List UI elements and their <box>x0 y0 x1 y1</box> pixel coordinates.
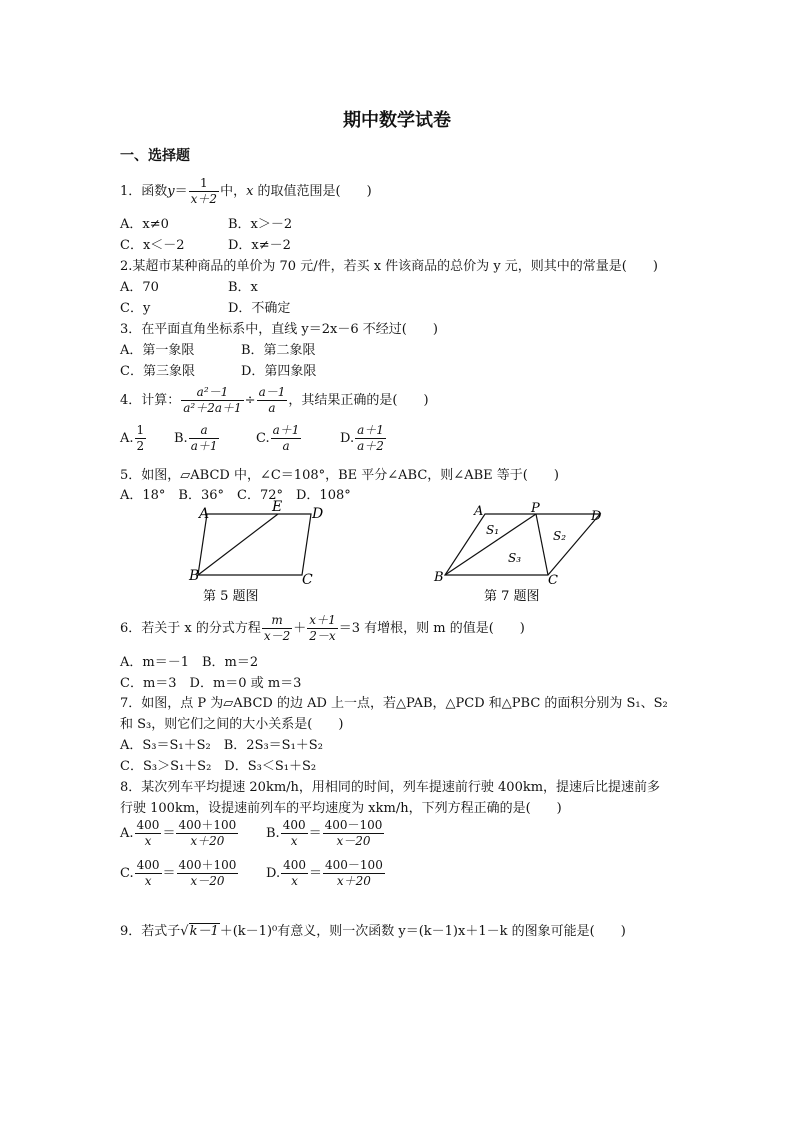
q2-option-d: D．不确定 <box>228 301 291 316</box>
q9-sqrt-body: k－1 <box>189 924 219 939</box>
q4-fraction-1 <box>181 385 243 416</box>
q4-option-d-label: D. <box>340 431 355 446</box>
q4-f2-denominator: a <box>268 401 276 415</box>
fig5-label-c: C <box>302 572 313 588</box>
q1-prefix: 1．函数 <box>120 184 168 199</box>
q8-option-c-right <box>177 858 239 889</box>
q4-option-a-label: A. <box>120 431 134 446</box>
q4-f1-denominator: a²＋2a＋1 <box>183 401 242 415</box>
q2-option-a: A．70 <box>120 280 159 295</box>
q8-option-d-right-num: 400－100 <box>325 858 383 872</box>
question-6 <box>120 613 525 644</box>
question-5: 5．如图，▱ABCD 中，∠C＝108°，BE 平分∠ABC，则∠ABE 等于( ) <box>120 468 559 483</box>
q1-eq: ＝ <box>174 184 188 199</box>
q3-option-b: B．第二象限 <box>241 343 316 358</box>
q5-options: A．18° B．36° C．72° D．108° <box>120 488 351 503</box>
question-7-line-1: 7．如图，点 P 为▱ABCD 的边 AD 上一点，若△PAB，△PCD 和△PBC 的面积分别为 S₁、S₂ <box>120 696 668 711</box>
fig7-label-s2: S₂ <box>553 529 567 543</box>
section-heading: 一、选择题 <box>120 148 190 164</box>
q8-option-a-eq: ＝ <box>162 826 176 841</box>
q1-option-d: D．x≠－2 <box>228 238 291 253</box>
question-8-line-2: 行驶 100km，设提速前列车的平均速度为 xkm/h，下列方程正确的是( ) <box>120 801 562 816</box>
q8-option-d-eq: ＝ <box>309 866 323 881</box>
q3-option-c: C．第三象限 <box>120 364 195 379</box>
q2-option-c: C．y <box>120 301 151 316</box>
page-title: 期中数学试卷 <box>343 110 451 131</box>
q4-option-b-den: a＋1 <box>190 439 218 453</box>
question-4 <box>120 385 429 416</box>
q8-option-b-right-num: 400－100 <box>324 818 383 832</box>
q8-option-c-right-num: 400＋100 <box>178 858 237 872</box>
q6-suffix: ＝3 有增根，则 m 的值是( ) <box>338 621 525 636</box>
q8-option-c-left-num: 400 <box>136 858 160 872</box>
q1-numerator: 1 <box>189 176 219 192</box>
q8-option-c-left-den: x <box>144 874 152 888</box>
q4-option-d <box>340 423 387 454</box>
q6-prefix: 6．若关于 x 的分式方程 <box>120 621 261 636</box>
q8-option-a-left <box>135 818 162 849</box>
q2-option-b: B．x <box>228 280 258 295</box>
q6-f2-numerator: x＋1 <box>309 613 336 627</box>
fig7-label-c: C <box>548 573 558 588</box>
q4-option-b-num: a <box>189 423 220 439</box>
q6-f1-numerator: m <box>262 613 292 629</box>
q8-option-d <box>266 858 386 889</box>
fig7-label-d: D <box>591 509 602 524</box>
q1-option-a: A．x≠0 <box>120 217 169 232</box>
q1-suffix-b: 的取值范围是( ) <box>253 184 372 199</box>
q9-prefix: 9．若式子 <box>120 924 181 939</box>
q8-option-b <box>266 818 385 849</box>
q4-option-b <box>174 423 220 454</box>
question-7-line-2: 和 S₃，则它们之间的大小关系是( ) <box>120 717 344 732</box>
q1-fraction <box>189 176 219 207</box>
fig7-label-b: B <box>434 570 444 585</box>
q8-option-b-eq: ＝ <box>308 826 322 841</box>
q4-option-c-num: a＋1 <box>272 423 300 437</box>
q9-middle: ＋(k－1)⁰有意义，则一次函数 y＝(k－1)x＋1－k 的图象可能是( ) <box>219 924 626 939</box>
fig5-caption: 第 5 题图 <box>203 589 259 604</box>
q4-fraction-2 <box>257 385 288 416</box>
q8-option-a-left-den: x <box>144 834 152 848</box>
question-8-line-1: 8．某次列车平均提速 20km/h，用相同的时间，列车提速前行驶 400km，提速后比提速前多 <box>120 780 661 795</box>
figure-7-parallelogram <box>430 500 620 604</box>
q8-option-c <box>120 858 239 889</box>
figure-5-parallelogram <box>180 500 340 604</box>
q3-option-d: D．第四象限 <box>241 364 317 379</box>
q4-f1-numerator: a²－1 <box>181 385 243 401</box>
q1-denominator: x＋2 <box>190 192 218 206</box>
q8-option-d-left-den: x <box>291 874 298 888</box>
fig7-label-a: A <box>474 504 484 519</box>
q8-option-c-left <box>135 858 162 889</box>
q8-option-b-left-den: x <box>290 834 298 848</box>
q6-options-row-1: A．m＝－1 B．m＝2 <box>120 655 259 670</box>
q8-option-b-right-den: x－20 <box>336 834 371 848</box>
fig5-label-b: B <box>189 568 200 584</box>
q1-y: y <box>167 184 175 199</box>
fig5-label-a: A <box>199 506 210 522</box>
q4-f2-numerator: a－1 <box>258 385 286 399</box>
q4-option-d-num: a＋1 <box>357 423 384 437</box>
fig5-bisector-be <box>198 514 278 575</box>
q8-option-a-right-num: 400＋100 <box>178 818 237 832</box>
fig7-label-p: P <box>531 501 540 516</box>
q8-option-c-eq: ＝ <box>162 866 176 881</box>
q1-option-c: C．x＜－2 <box>120 238 185 253</box>
q8-option-b-left <box>281 818 308 849</box>
fig7-label-s3: S₃ <box>508 551 522 565</box>
fig5-label-d: D <box>312 506 324 522</box>
q4-option-b-label: B. <box>174 431 188 446</box>
q4-option-a <box>120 423 147 454</box>
fig7-caption: 第 7 题图 <box>484 589 540 604</box>
fig5-parallelogram-outline <box>198 514 311 575</box>
q6-options-row-2: C．m＝3 D．m＝0 或 m＝3 <box>120 676 302 691</box>
q8-option-a-right-den: x＋20 <box>190 834 225 848</box>
q4-option-c-fraction <box>271 423 302 454</box>
fig7-label-s1: S₁ <box>486 523 500 537</box>
question-1 <box>120 176 372 207</box>
q8-option-d-right-den: x＋20 <box>336 874 371 888</box>
q4-prefix: 4．计算： <box>120 393 181 408</box>
q8-option-c-label: C. <box>120 866 134 881</box>
q4-option-a-fraction <box>135 423 147 454</box>
q8-option-b-right <box>323 818 385 849</box>
q8-option-a-label: A. <box>120 826 134 841</box>
q8-option-a-right <box>176 818 238 849</box>
q8-option-d-left-num: 400 <box>283 858 306 872</box>
q6-f1-denominator: x－2 <box>263 629 291 643</box>
q6-fraction-2 <box>307 613 337 644</box>
q4-suffix: ，其结果正确的是( ) <box>288 393 429 408</box>
q6-f2-denominator: 2－x <box>309 629 336 643</box>
q4-option-a-den: 2 <box>136 439 145 453</box>
q8-option-d-right <box>323 858 385 889</box>
q8-option-b-left-num: 400 <box>282 818 306 832</box>
question-3: 3．在平面直角坐标系中，直线 y＝2x－6 不经过( ) <box>120 322 438 337</box>
q3-option-a: A．第一象限 <box>120 343 195 358</box>
q1-x: x <box>246 184 254 199</box>
fig7-segment-pc <box>536 514 548 575</box>
q4-option-d-fraction <box>355 423 386 454</box>
q8-option-d-label: D. <box>266 866 281 881</box>
q8-option-d-left <box>281 858 308 889</box>
q8-option-a <box>120 818 239 849</box>
q4-option-b-fraction <box>189 423 220 454</box>
q6-fraction-1 <box>262 613 292 644</box>
q7-options-row-2: C．S₃＞S₁＋S₂ D．S₃＜S₁＋S₂ <box>120 759 317 774</box>
fig5-label-e: E <box>272 500 283 515</box>
sqrt-icon: √ <box>180 924 189 939</box>
q7-options-row-1: A．S₃＝S₁＋S₂ B．2S₃＝S₁＋S₂ <box>120 738 323 753</box>
q4-operator: ÷ <box>244 393 256 408</box>
q6-operator: ＋ <box>293 621 307 636</box>
q4-option-d-den: a＋2 <box>357 439 384 453</box>
question-9 <box>120 920 626 939</box>
q4-option-c <box>256 423 302 454</box>
question-2: 2.某超市某种商品的单价为 70 元/件，若买 x 件该商品的总价为 y 元，则其中的常量是( ) <box>120 259 658 274</box>
q8-option-c-right-den: x－20 <box>190 874 225 888</box>
q8-option-a-left-num: 400 <box>136 818 160 832</box>
q1-option-b: B．x＞－2 <box>228 217 293 232</box>
q4-option-a-num: 1 <box>136 423 145 437</box>
q1-suffix-a: 中， <box>220 184 247 199</box>
q4-option-c-den: a <box>282 439 290 453</box>
q8-option-b-label: B. <box>266 826 280 841</box>
q4-option-c-label: C. <box>256 431 270 446</box>
